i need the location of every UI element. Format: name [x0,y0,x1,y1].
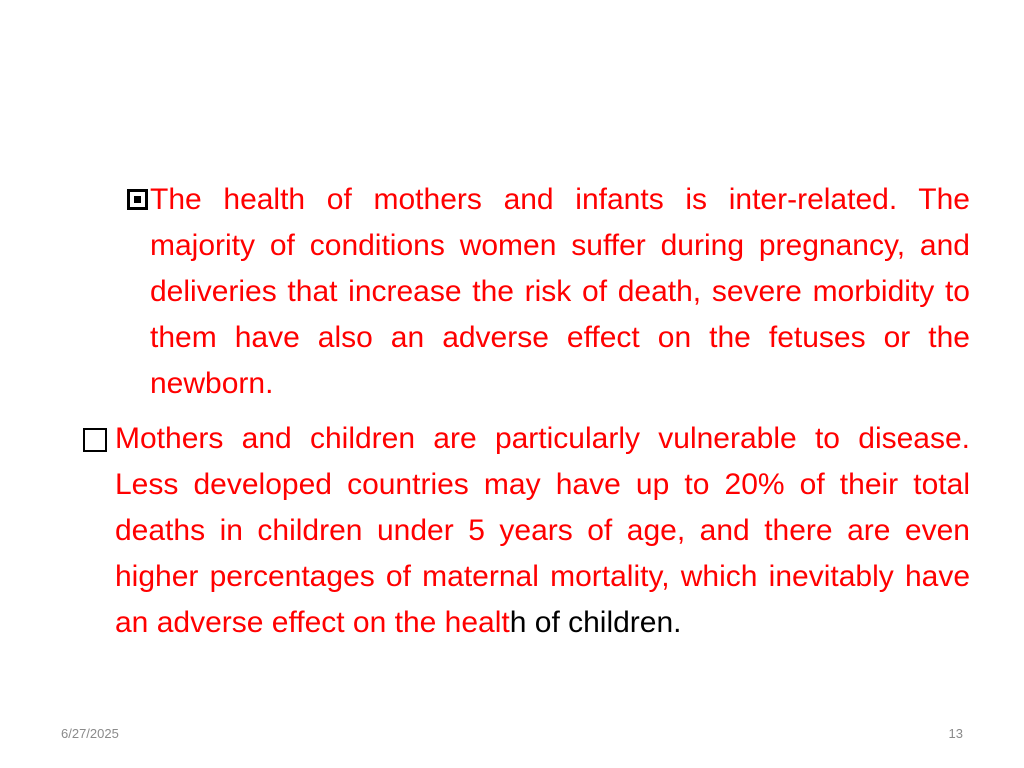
bullet-point-2 [115,416,970,646]
bullet-2-text-black: h of children. [509,606,682,639]
footer-page-number: 13 [948,726,963,741]
bullet-1-text: The health of mothers and infants is inter-related. The majority of conditions women suffer during pregnancy, and deliveries that increase the risk of death, severe morbidity to them have also an adverse effect on the fetuses or the newborn. [150,183,970,400]
bullet-2-text-red: Mothers and children are particularly vulnerable to disease. Less developed countries may have up to 20% of their total deaths in children under 5 years of age, and there are even higher percentages of maternal mortality, which inevitably have an adverse effect on the healt [115,422,970,639]
bullet-point-1 [150,177,970,407]
hollow-square-bullet-icon [83,428,107,452]
filled-square-bullet-icon [127,189,148,210]
footer-date: 6/27/2025 [61,726,119,741]
